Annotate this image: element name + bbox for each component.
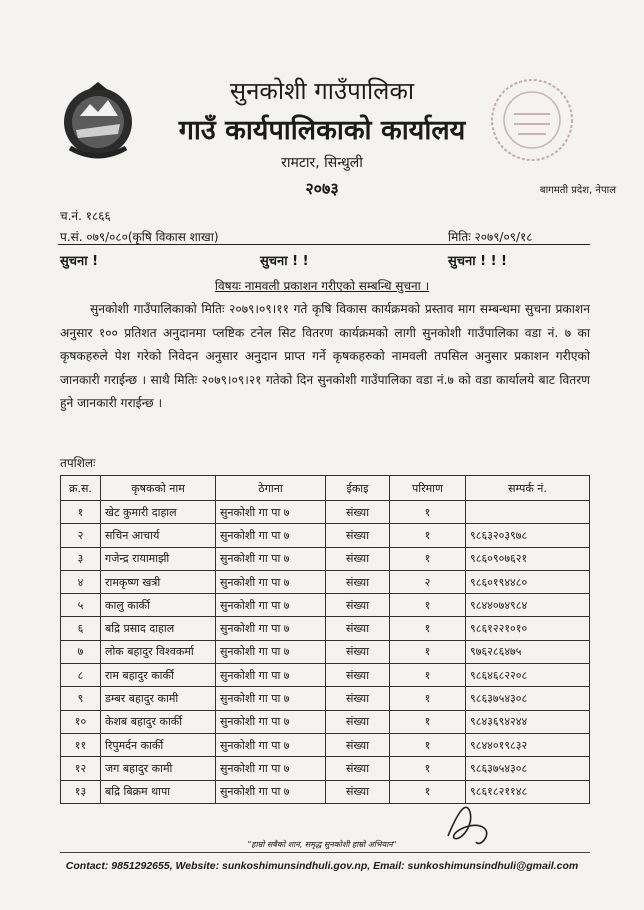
cell-contact: ९८६१८२११४८ [466,780,590,803]
cell-unit: संख्या [326,780,390,803]
cell-contact [466,501,590,524]
footer-contact: Contact: 9851292655, Website: sunkoshimunsindhuli.gov.np, Email: sunkoshimunsindhuli@gmail.com [65,860,579,872]
cell-quantity: १ [390,687,466,710]
cell-address: सुनकोशी गा पा ७ [216,780,326,803]
cell-address: सुनकोशी गा पा ७ [216,617,326,640]
cell-serial: १२ [61,757,101,780]
cell-address: सुनकोशी गा पा ७ [216,524,326,547]
cell-unit: संख्या [326,733,390,756]
cell-unit: संख्या [326,640,390,663]
body-paragraph: सुनकोशी गाउँपालिकाको मितिः २०७९।०९।११ गते कृषि विकास कार्यक्रमको प्रस्ताव माग सम्बन्धमा सुचना प्रकाशन अनुसार १०० प्रतिशत अनुदानमा प्लष्टिक टनेल सिट वितरण कार्यक्रमको लागी सुनकोशी गाउँपालिका वडा नं. ७ का कृषकहरुले पेश गरेको निवेदन अनुसार अनुदान प्राप्त गर्ने कृषकहरुको नामवली तपसिल अनुसार प्रकाशन गरीएको जानकारी गराईन्छ । साथै मितिः २०७९।०९।२१ गतेको दिन सुनकोशी गाउँपालिका वडा नं.७ को वडा कार्यालये बाट वितरण हुने जानकारी गराईन्छ । [60,302,590,410]
cell-quantity: १ [390,780,466,803]
cell-serial: ११ [61,733,101,756]
farmer-list-table [60,475,590,804]
cell-address: सुनकोशी गा पा ७ [216,664,326,687]
table-row [61,757,590,780]
cell-quantity: १ [390,501,466,524]
footer-divider [60,852,590,853]
cell-address: सुनकोशी गा पा ७ [216,570,326,593]
cell-unit: संख्या [326,710,390,733]
cell-quantity: २ [390,570,466,593]
cell-unit: संख्या [326,617,390,640]
cell-quantity: १ [390,617,466,640]
cell-unit: संख्या [326,757,390,780]
cell-name: गजेन्द्र रायामाझी [101,547,216,570]
cell-address: सुनकोशी गा पा ७ [216,733,326,756]
cell-contact: ९८६०१९४४८० [466,570,590,593]
cell-serial: ९ [61,687,101,710]
cell-name: बद्रि प्रसाद दाहाल [101,617,216,640]
cell-contact: ९८६०९०७६२१ [466,547,590,570]
office-location: रामटार, सिन्धुली [281,155,363,171]
notice-label-3: सुचना ! ! ! [448,254,507,269]
header-serial: क्र.स. [61,476,101,501]
header-divider [58,244,590,245]
subject-text: विषयः नामवली प्रकाशन गरीएको सम्बन्धि सुचना । [214,279,430,293]
table-row [61,780,590,803]
cell-address: सुनकोशी गा पा ७ [216,710,326,733]
table-header-row [61,476,590,501]
header-address: ठेगाना [216,476,326,501]
table-row [61,547,590,570]
notice-label-1: सुचना ! [60,254,99,269]
cell-contact: ९८६१२२१०१० [466,617,590,640]
cell-unit: संख्या [326,570,390,593]
table-row [61,524,590,547]
cell-name: राम बहादुर कार्की [101,664,216,687]
notice-label-2: सुचना ! ! [260,254,309,269]
cell-unit: संख्या [326,524,390,547]
office-type: गाउँ कार्यपालिकाको कार्यालय [178,115,466,146]
header-name: कृषकको नाम [101,476,216,501]
subject-line [0,277,644,294]
cell-quantity: १ [390,733,466,756]
cell-contact: ९७६२८६४७५ [466,640,590,663]
fiscal-year: प.सं. ०७९/०८०(कृषि विकास शाखा) [60,230,219,244]
cell-contact: ९८४४०१९८३२ [466,733,590,756]
cell-serial: २ [61,524,101,547]
cell-contact: ९८६४६८२२०८ [466,664,590,687]
cell-name: सचिन आचार्य [101,524,216,547]
cell-unit: संख्या [326,547,390,570]
table-row [61,617,590,640]
cell-address: सुनकोशी गा पा ७ [216,640,326,663]
reference-number: च.नं. १८६६ [60,209,111,223]
header-quantity: परिमाण [390,476,466,501]
cell-quantity: १ [390,640,466,663]
cell-name: डम्बर बहादुर कामी [101,687,216,710]
cell-unit: संख्या [326,687,390,710]
cell-address: सुनकोशी गा पा ७ [216,501,326,524]
cell-serial: ६ [61,617,101,640]
cell-name: खेट कुमारी दाहाल [101,501,216,524]
cell-name: रिपुमर्दन कार्की [101,733,216,756]
cell-address: सुनकोशी गा पा ७ [216,594,326,617]
cell-name: कालु कार्की [101,594,216,617]
cell-unit: संख्या [326,594,390,617]
cell-unit: संख्या [326,501,390,524]
cell-contact: ९८६३२०३९७८ [466,524,590,547]
cell-unit: संख्या [326,664,390,687]
table-row [61,664,590,687]
table-row [61,640,590,663]
document-date: मितिः २०७९/०९/१८ [448,230,533,244]
cell-name: बद्रि बिक्रम थापा [101,780,216,803]
cell-quantity: १ [390,710,466,733]
cell-quantity: १ [390,664,466,687]
cell-serial: १० [61,710,101,733]
header-unit: ईकाइ [326,476,390,501]
cell-name: केशब बहादुर कार्की [101,710,216,733]
cell-contact: ९८४३६९४२४४ [466,710,590,733]
table-row [61,594,590,617]
office-name: सुनकोशी गाउँपालिका [229,77,415,105]
cell-address: सुनकोशी गा पा ७ [216,547,326,570]
cell-serial: ५ [61,594,101,617]
table-row [61,710,590,733]
header-contact: सम्पर्क नं. [466,476,590,501]
established-year: २०७३ [305,179,339,198]
cell-serial: ७ [61,640,101,663]
cell-quantity: १ [390,757,466,780]
cell-serial: ८ [61,664,101,687]
cell-name: रामकृष्ण खत्री [101,570,216,593]
footer-motto: "हाम्रो सबैको शान, समृद्ध सुनकोशी हाम्रो अभियान" [247,840,397,849]
cell-quantity: १ [390,547,466,570]
cell-quantity: १ [390,594,466,617]
table-row [61,570,590,593]
cell-contact: ९८६३७५४३०८ [466,757,590,780]
table-row [61,687,590,710]
table-title: तपशिलः [60,456,96,470]
table-row [61,733,590,756]
cell-contact: ९८६३७५४३०८ [466,687,590,710]
cell-serial: १ [61,501,101,524]
province-label: बागमती प्रदेश, नेपाल [539,185,616,196]
cell-name: जग बहादुर कामी [101,757,216,780]
cell-serial: ३ [61,547,101,570]
cell-address: सुनकोशी गा पा ७ [216,757,326,780]
cell-quantity: १ [390,524,466,547]
cell-address: सुनकोशी गा पा ७ [216,687,326,710]
table-row [61,501,590,524]
cell-serial: १३ [61,780,101,803]
cell-serial: ४ [61,570,101,593]
cell-contact: ९८४४०७४९८४ [466,594,590,617]
cell-name: लोक बहादुर विश्वकर्मा [101,640,216,663]
